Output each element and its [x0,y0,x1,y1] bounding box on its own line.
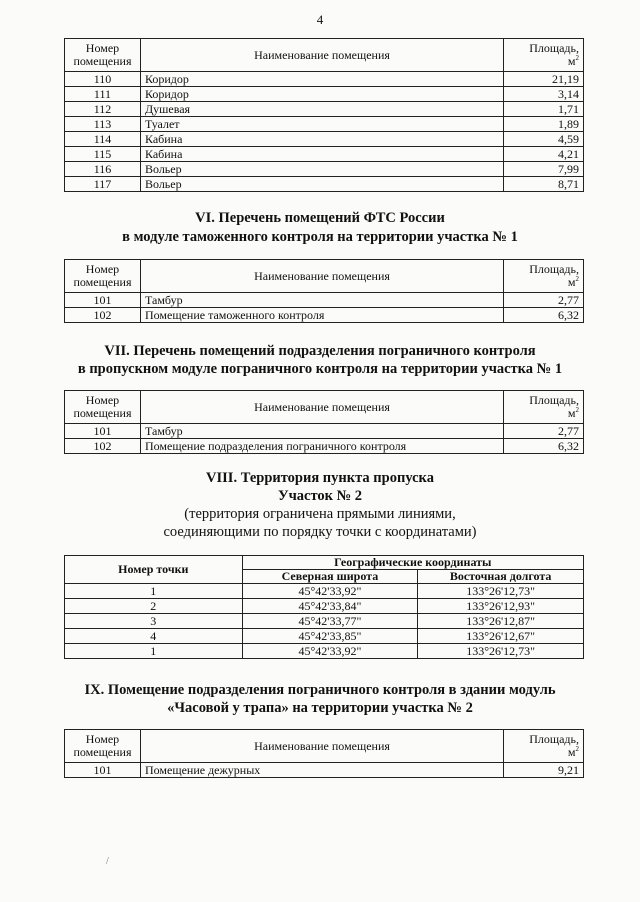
page-number: 4 [316,12,324,27]
table-row [65,293,584,308]
table-row [65,599,584,614]
room-area-cell: 7,99 [504,162,584,177]
section-8-subtitle: Участок № 2 [277,488,363,504]
point-number-cell: 1 [65,584,243,599]
rooms-table-9 [64,729,584,778]
table-row [65,147,584,162]
room-area-cell: 6,32 [504,308,584,323]
header-room-name: Наименование помещения [140,730,503,763]
table-row [65,87,584,102]
section-8-title: VIII. Территория пункта пропуска [206,470,434,486]
room-area-cell: 1,89 [504,117,584,132]
table-row [65,132,584,147]
longitude-cell: 133°26'12,73" [418,584,584,599]
header-room-name: Наименование помещения [140,260,503,293]
table-row [65,424,584,439]
header-room-name: Наименование помещения [140,391,503,424]
table-row [65,117,584,132]
longitude-cell: 133°26'12,73" [418,644,584,659]
room-area-cell: 3,14 [504,87,584,102]
section-8-note-line-1: (территория ограничена прямыми линиями, [184,506,456,522]
header-room-number: Номер помещения [65,260,141,293]
room-name-cell: Туалет [140,117,503,132]
header-room-name: Наименование помещения [140,39,503,72]
header-geo-coordinates: Географические координаты [242,556,583,570]
latitude-cell: 45°42'33,77" [242,614,418,629]
room-name-cell: Кабина [140,132,503,147]
section-9-title: IX. Помещение подразделения пограничного контроля в здании модуль [84,682,556,698]
room-name-cell: Кабина [140,147,503,162]
room-number-cell: 111 [65,87,141,102]
section-6-subtitle: в модуле таможенного контроля на территории участка № 1 [122,229,518,245]
latitude-cell: 45°42'33,92" [242,644,418,659]
room-name-cell: Душевая [140,102,503,117]
latitude-cell: 45°42'33,84" [242,599,418,614]
room-area-cell: 9,21 [504,763,584,778]
table-row [65,162,584,177]
room-name-cell: Тамбур [140,293,503,308]
point-number-cell: 4 [65,629,243,644]
room-number-cell: 116 [65,162,141,177]
header-area: Площадь, $м^2$ [504,391,584,424]
room-number-cell: 110 [65,72,141,87]
room-number-cell: 113 [65,117,141,132]
section-6-title: VI. Перечень помещений ФТС России [195,210,445,226]
room-area-cell: 21,19 [504,72,584,87]
table-row [65,584,584,599]
header-area: Площадь, $м^2$ [504,730,584,763]
room-area-cell: 6,32 [504,439,584,454]
room-name-cell: Вольер [140,177,503,192]
table-row [65,614,584,629]
point-number-cell: 1 [65,644,243,659]
latitude-cell: 45°42'33,92" [242,584,418,599]
latitude-cell: 45°42'33,85" [242,629,418,644]
room-name-cell: Помещение таможенного контроля [140,308,503,323]
room-name-cell: Помещение подразделения пограничного контроля [140,439,503,454]
room-name-cell: Помещение дежурных [140,763,503,778]
room-area-cell: 1,71 [504,102,584,117]
room-number-cell: 117 [65,177,141,192]
margin-mark: / [106,856,109,867]
room-name-cell: Коридор [140,72,503,87]
header-room-number: Номер помещения [65,730,141,763]
room-area-cell: 4,21 [504,147,584,162]
table-row [65,177,584,192]
table-row [65,102,584,117]
room-number-cell: 101 [65,293,141,308]
rooms-table-6 [64,259,584,323]
room-area-cell: 2,77 [504,424,584,439]
point-number-cell: 3 [65,614,243,629]
rooms-table-1 [64,38,584,192]
table-row [65,629,584,644]
longitude-cell: 133°26'12,87" [418,614,584,629]
table-body [65,72,584,192]
coordinates-table [64,555,584,659]
longitude-cell: 133°26'12,67" [418,629,584,644]
room-number-cell: 101 [65,424,141,439]
table-row [65,644,584,659]
rooms-table-7 [64,390,584,454]
header-point-number: Номер точки [65,556,243,584]
section-7-title: VII. Перечень помещений подразделения пограничного контроля [104,343,536,359]
header-longitude: Восточная долгота [418,570,584,584]
room-area-cell: 8,71 [504,177,584,192]
point-number-cell: 2 [65,599,243,614]
room-name-cell: Вольер [140,162,503,177]
room-name-cell: Коридор [140,87,503,102]
header-room-number: Номер помещения [65,39,141,72]
table-row [65,72,584,87]
room-area-cell: 2,77 [504,293,584,308]
room-number-cell: 114 [65,132,141,147]
room-number-cell: 115 [65,147,141,162]
header-area: Площадь, $м^2$ [504,39,584,72]
section-8-note-line-2: соединяющими по порядку точки с координатами) [163,524,477,540]
header-area: Площадь, $м^2$ [504,260,584,293]
room-name-cell: Тамбур [140,424,503,439]
section-9-subtitle: «Часовой у трапа» на территории участка № 2 [167,700,473,716]
table-row [65,763,584,778]
table-row [65,439,584,454]
longitude-cell: 133°26'12,93" [418,599,584,614]
room-number-cell: 112 [65,102,141,117]
section-7-subtitle: в пропускном модуле пограничного контроля на территории участка № 1 [77,361,563,377]
room-number-cell: 102 [65,308,141,323]
room-number-cell: 102 [65,439,141,454]
room-number-cell: 101 [65,763,141,778]
table-row [65,308,584,323]
header-room-number: Номер помещения [65,391,141,424]
header-latitude: Северная широта [242,570,418,584]
room-area-cell: 4,59 [504,132,584,147]
